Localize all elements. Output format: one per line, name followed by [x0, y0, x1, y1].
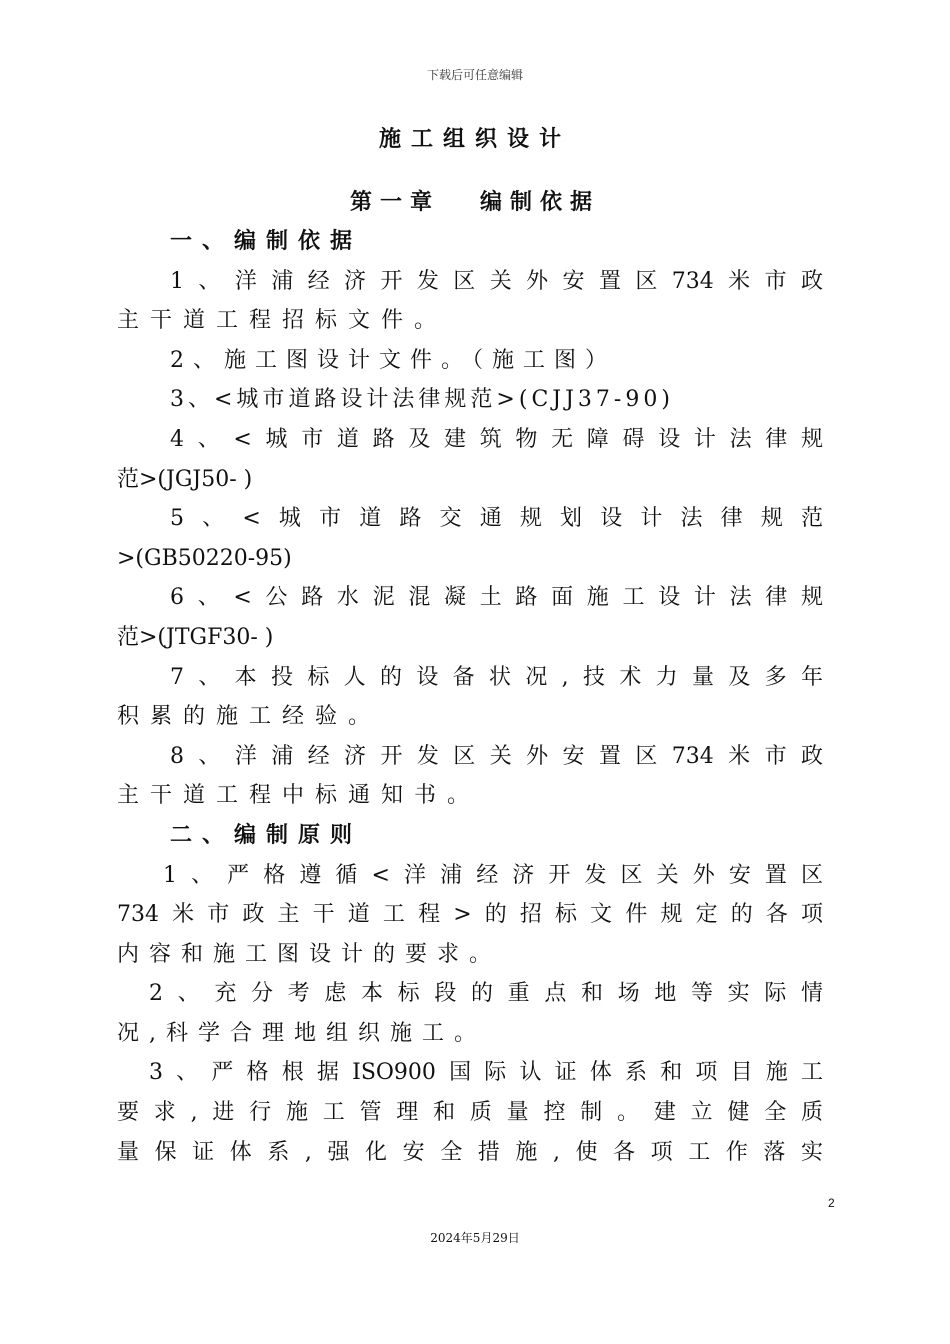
section-heading-basis: 一、编制依据 [170, 228, 363, 254]
section-heading-principles: 二、编制原则 [170, 821, 363, 848]
paragraph-line: >(GB50220-95) [117, 545, 292, 571]
chapter-name: 编制依据 [480, 189, 601, 215]
paragraph-line: 6、<公路水泥混凝土路面施工设计法律规 [170, 585, 823, 611]
paragraph-line: 范>(JGJ50- ) [117, 466, 253, 492]
document-title: 施工组织设计 [378, 126, 571, 152]
paragraph-line: 5、<城市道路交通规划设计法律规范 [170, 506, 823, 532]
paragraph-line: 积累的施工经验。 [117, 704, 382, 730]
paragraph-line: 要求,进行施工管理和质量控制。建立健全质 [117, 1100, 823, 1126]
paragraph-line: 734米市政主干道工程>的招标文件规定的各项 [117, 902, 823, 928]
chapter-number: 第一章 [349, 189, 440, 215]
paragraph-line: 1、洋浦经济开发区关外安置区734米市政 [170, 268, 823, 294]
footer-date: 2024年5月29日 [430, 1231, 520, 1245]
paragraph-line: 主干道工程招标文件。 [117, 308, 448, 334]
paragraph-line: 内容和施工图设计的要求。 [117, 941, 502, 967]
paragraph-line: 8、洋浦经济开发区关外安置区734米市政 [170, 743, 823, 769]
paragraph-line: 3、<城市道路设计法律规范>(CJJ37-90) [170, 387, 674, 413]
header-note: 下载后可任意编辑 [426, 68, 523, 82]
paragraph-line: 4、<城市道路及建筑物无障碍设计法律规 [170, 426, 823, 452]
document-body [117, 222, 823, 1172]
paragraph-line: 2、施工图设计文件。（施工图） [170, 347, 616, 373]
paragraph-line: 况,科学合理地组织施工。 [117, 1020, 486, 1046]
page-number: 2 [828, 1196, 835, 1210]
paragraph-line: 3、严格根据ISO900国际认证体系和项目施工 [149, 1060, 823, 1086]
paragraph-line: 主干道工程中标通知书。 [117, 783, 481, 809]
paragraph-line: 1、严格遵循<洋浦经济开发区关外安置区 [163, 862, 823, 888]
paragraph-line: 2、充分考虑本标段的重点和场地等实际情 [149, 981, 823, 1007]
paragraph-line: 范>(JTGF30- ) [117, 624, 274, 650]
chapter-heading [0, 185, 950, 216]
paragraph-line: 7、本投标人的设备状况,技术力量及多年 [170, 664, 823, 690]
paragraph-line: 量保证体系,强化安全措施,使各项工作落实 [117, 1139, 823, 1165]
